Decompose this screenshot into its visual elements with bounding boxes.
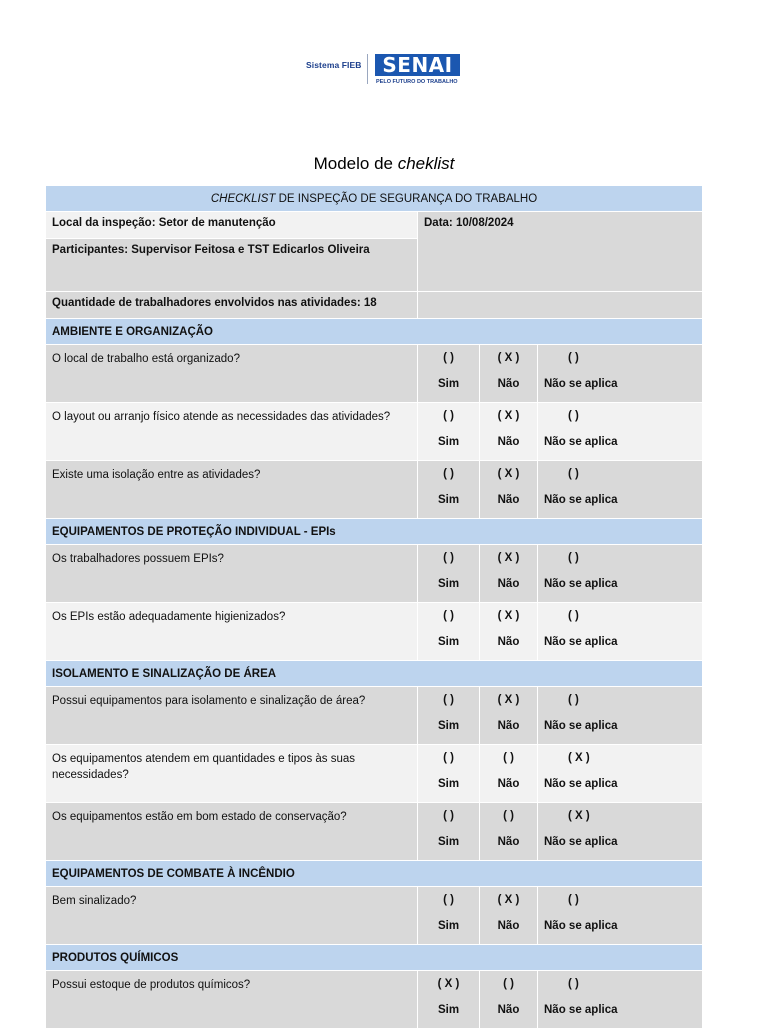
section-header-row <box>46 519 703 545</box>
option-label: Não <box>497 778 520 790</box>
option-mark: ( X ) <box>497 552 520 564</box>
option-nao-se-aplica[interactable] <box>538 745 703 803</box>
option-label: Não se aplica <box>544 778 618 790</box>
section-title: ISOLAMENTO E SINALIZAÇÃO DE ÁREA <box>46 661 703 687</box>
option-mark: ( ) <box>568 410 579 422</box>
option-sim[interactable] <box>418 345 480 403</box>
option-label: Não se aplica <box>544 1004 618 1016</box>
option-label: Não <box>497 494 520 506</box>
option-sim[interactable] <box>418 603 480 661</box>
checklist-header <box>46 186 703 212</box>
local-inspecao: Local da inspeção: Setor de manutenção <box>46 212 418 239</box>
option-label: Sim <box>437 636 460 648</box>
option-mark: ( ) <box>568 894 579 906</box>
option-label: Não se aplica <box>544 578 618 590</box>
option-mark: ( ) <box>568 610 579 622</box>
page-title <box>0 154 768 174</box>
logo-divider <box>367 54 368 84</box>
option-label: Não <box>497 836 520 848</box>
question-row <box>46 345 703 403</box>
option-label: Sim <box>437 1004 460 1016</box>
question-text: O local de trabalho está organizado? <box>46 345 418 403</box>
question-text: Bem sinalizado? <box>46 887 418 945</box>
option-nao[interactable] <box>480 687 538 745</box>
option-mark: ( ) <box>443 410 454 422</box>
option-label: Sim <box>437 778 460 790</box>
option-sim[interactable] <box>418 461 480 519</box>
option-nao-se-aplica[interactable] <box>538 687 703 745</box>
info-row-local <box>46 212 703 239</box>
header-italic: CHECKLIST <box>210 192 276 205</box>
section-title: PRODUTOS QUÍMICOS <box>46 945 703 971</box>
logo-system-text: Sistema FIEB <box>306 60 362 70</box>
option-label: Sim <box>437 836 460 848</box>
section-header-row <box>46 945 703 971</box>
question-text: Os trabalhadores possuem EPIs? <box>46 545 418 603</box>
question-row <box>46 545 703 603</box>
section-header-row <box>46 319 703 345</box>
title-prefix: Modelo de <box>313 154 398 173</box>
question-text: O layout ou arranjo físico atende as necessidades das atividades? <box>46 403 418 461</box>
option-mark: ( ) <box>443 694 454 706</box>
option-label: Sim <box>437 436 460 448</box>
option-mark: ( ) <box>443 894 454 906</box>
option-label: Não se aplica <box>544 720 618 732</box>
option-label: Não <box>497 578 520 590</box>
option-label: Não <box>497 378 520 390</box>
option-sim[interactable] <box>418 887 480 945</box>
option-mark: ( X ) <box>568 810 590 822</box>
option-mark: ( X ) <box>568 752 590 764</box>
option-mark: ( X ) <box>497 894 520 906</box>
option-nao-se-aplica[interactable] <box>538 887 703 945</box>
checklist-header-row <box>46 186 703 212</box>
header-rest: DE INSPEÇÃO DE SEGURANÇA DO TRABALHO <box>275 192 538 205</box>
section-title: EQUIPAMENTOS DE PROTEÇÃO INDIVIDUAL - EPIs <box>46 519 703 545</box>
section-header-row <box>46 861 703 887</box>
option-mark: ( ) <box>568 352 579 364</box>
option-nao-se-aplica[interactable] <box>538 403 703 461</box>
option-nao[interactable] <box>480 545 538 603</box>
option-sim[interactable] <box>418 745 480 803</box>
option-mark: ( ) <box>443 752 454 764</box>
option-nao[interactable] <box>480 887 538 945</box>
question-text: Existe uma isolação entre as atividades? <box>46 461 418 519</box>
option-nao-se-aplica[interactable] <box>538 545 703 603</box>
question-row <box>46 461 703 519</box>
question-text: Possui estoque de produtos químicos? <box>46 971 418 1029</box>
option-mark: ( ) <box>568 694 579 706</box>
option-label: Sim <box>437 378 460 390</box>
option-nao-se-aplica[interactable] <box>538 603 703 661</box>
quantidade-empty <box>418 292 703 319</box>
question-row <box>46 745 703 803</box>
quantidade-trabalhadores: Quantidade de trabalhadores envolvidos nas atividades: 18 <box>46 292 418 319</box>
question-row <box>46 887 703 945</box>
option-nao[interactable] <box>480 403 538 461</box>
option-nao[interactable] <box>480 345 538 403</box>
option-mark: ( ) <box>443 352 454 364</box>
option-label: Sim <box>437 494 460 506</box>
option-label: Sim <box>437 920 460 932</box>
option-label: Não <box>497 720 520 732</box>
option-mark: ( X ) <box>497 610 520 622</box>
option-nao[interactable] <box>480 603 538 661</box>
option-label: Não se aplica <box>544 436 618 448</box>
logo-brand: SENAI <box>375 54 460 76</box>
participantes: Participantes: Supervisor Feitosa e TST Edicarlos Oliveira <box>46 239 418 292</box>
question-row <box>46 603 703 661</box>
logo-tagline: PELO FUTURO DO TRABALHO <box>376 79 458 85</box>
question-text: Possui equipamentos para isolamento e sinalização de área? <box>46 687 418 745</box>
option-mark: ( ) <box>443 610 454 622</box>
option-label: Não se aplica <box>544 636 618 648</box>
option-mark: ( ) <box>568 468 579 480</box>
option-label: Não <box>497 436 520 448</box>
option-nao[interactable] <box>480 971 538 1029</box>
option-label: Não <box>497 1004 520 1016</box>
section-title: AMBIENTE E ORGANIZAÇÃO <box>46 319 703 345</box>
title-italic: cheklist <box>397 154 455 173</box>
option-label: Não se aplica <box>544 836 618 848</box>
section-title: EQUIPAMENTOS DE COMBATE À INCÊNDIO <box>46 861 703 887</box>
info-row-quantidade <box>46 292 703 319</box>
senai-logo <box>306 54 458 90</box>
question-text: Os equipamentos atendem em quantidades e tipos às suas necessidades? <box>46 745 418 803</box>
option-label: Não se aplica <box>544 920 618 932</box>
question-row <box>46 803 703 861</box>
option-sim[interactable] <box>418 971 480 1029</box>
option-mark: ( ) <box>443 810 454 822</box>
option-label: Sim <box>437 720 460 732</box>
option-label: Não <box>497 920 520 932</box>
option-label: Não <box>497 636 520 648</box>
option-mark: ( X ) <box>497 410 520 422</box>
option-nao-se-aplica[interactable] <box>538 803 703 861</box>
option-mark: ( ) <box>568 978 579 990</box>
data-inspecao: Data: 10/08/2024 <box>418 212 703 292</box>
question-text: Os EPIs estão adequadamente higienizados? <box>46 603 418 661</box>
option-mark: ( ) <box>503 978 514 990</box>
option-nao[interactable] <box>480 461 538 519</box>
option-mark: ( ) <box>503 810 514 822</box>
option-sim[interactable] <box>418 545 480 603</box>
question-row <box>46 971 703 1029</box>
section-header-row <box>46 661 703 687</box>
option-sim[interactable] <box>418 403 480 461</box>
option-nao-se-aplica[interactable] <box>538 461 703 519</box>
option-nao-se-aplica[interactable] <box>538 345 703 403</box>
option-label: Sim <box>437 578 460 590</box>
option-sim[interactable] <box>418 803 480 861</box>
question-row <box>46 403 703 461</box>
option-mark: ( X ) <box>497 694 520 706</box>
option-mark: ( ) <box>503 752 514 764</box>
option-mark: ( ) <box>443 552 454 564</box>
option-mark: ( X ) <box>497 352 520 364</box>
option-label: Não se aplica <box>544 378 618 390</box>
option-sim[interactable] <box>418 687 480 745</box>
checklist-table <box>45 185 703 1029</box>
option-mark: ( ) <box>568 552 579 564</box>
option-mark: ( X ) <box>437 978 460 990</box>
option-nao[interactable] <box>480 803 538 861</box>
option-nao-se-aplica[interactable] <box>538 971 703 1029</box>
option-nao[interactable] <box>480 745 538 803</box>
option-mark: ( X ) <box>497 468 520 480</box>
question-text: Os equipamentos estão em bom estado de conservação? <box>46 803 418 861</box>
option-label: Não se aplica <box>544 494 618 506</box>
question-row <box>46 687 703 745</box>
option-mark: ( ) <box>443 468 454 480</box>
